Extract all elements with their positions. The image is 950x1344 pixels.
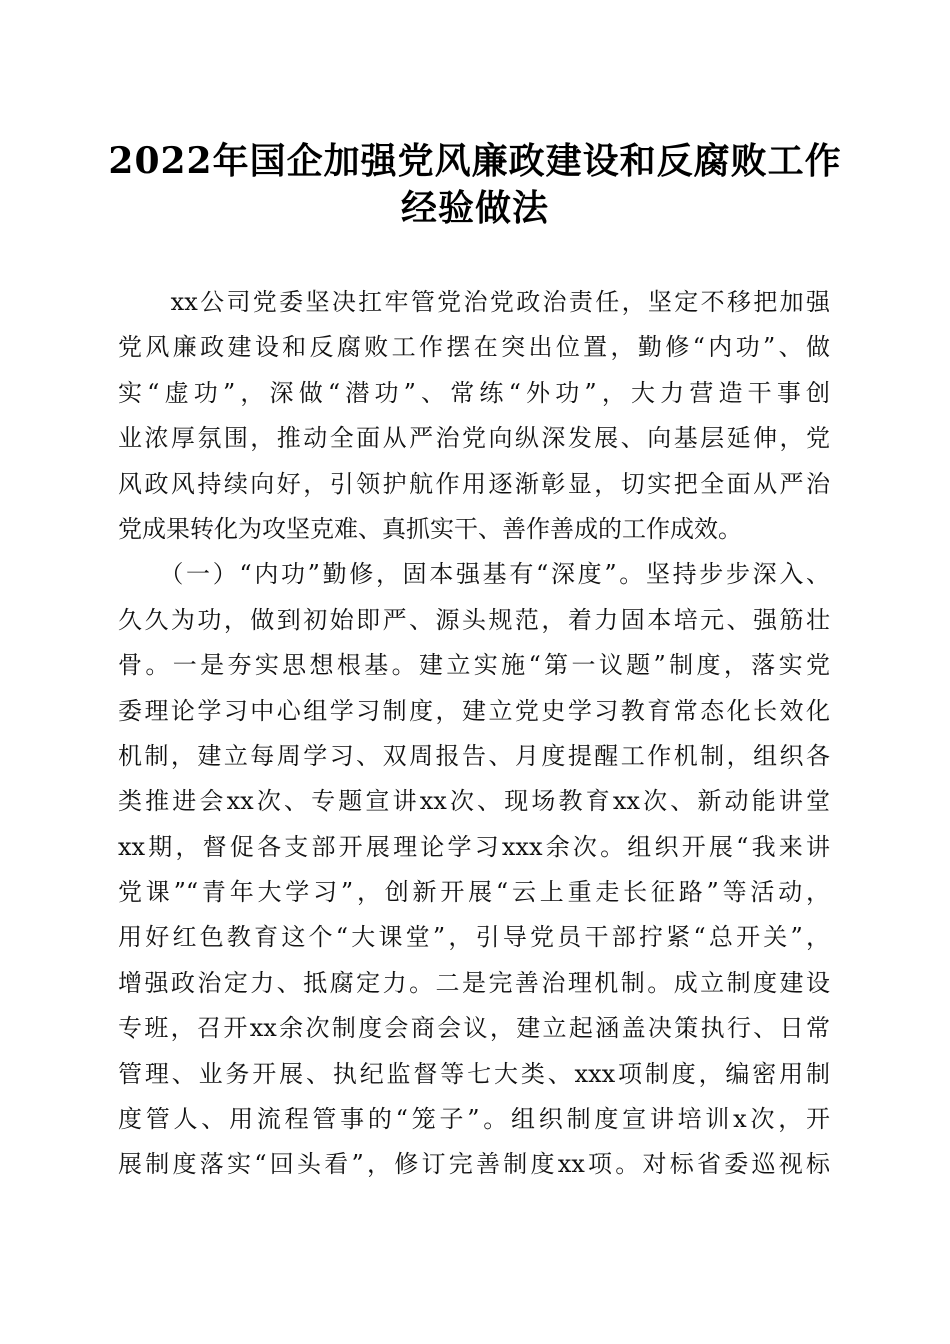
body-line: 机制，建立每周学习、双周报告、月度提醒工作机制，组织各 bbox=[118, 741, 830, 770]
body-line: 风政风持续向好，引领护航作用逐渐彰显，切实把全面从严治 bbox=[118, 469, 830, 498]
title-line-2: 经验做法 bbox=[400, 187, 549, 229]
body-line: （一）“内功”勤修，固本强基有“深度”。坚持步步深入、 bbox=[118, 560, 830, 589]
body-line: 业浓厚氛围，推动全面从严治党向纵深发展、向基层延伸，党 bbox=[118, 424, 830, 453]
body-line: xx公司党委坚决扛牢管党治党政治责任，坚定不移把加强 bbox=[118, 288, 830, 316]
body-line: 实“虚功”，深做“潜功”、常练“外功”，大力营造干事创 bbox=[118, 378, 830, 407]
body-line: 党课”“青年大学习”，创新开展“云上重走长征路”等活动， bbox=[118, 878, 830, 907]
body-line: 用好红色教育这个“大课堂”，引导党员干部拧紧“总开关”， bbox=[118, 923, 830, 952]
title-line-1: 2022年国企加强党风廉政建设和反腐败工作 bbox=[108, 140, 842, 182]
body-line: 党成果转化为攻坚克难、真抓实干、善作善成的工作成效。 bbox=[118, 514, 742, 543]
document-title bbox=[90, 138, 860, 232]
body-line: 管理、业务开展、执纪监督等七大类、xxx项制度，编密用制 bbox=[118, 1059, 830, 1088]
body-line: 类推进会xx次、专题宣讲xx次、现场教育xx次、新动能讲堂 bbox=[118, 787, 830, 816]
body-line: 委理论学习中心组学习制度，建立党史学习教育常态化长效化 bbox=[118, 696, 830, 725]
body-line: 展制度落实“回头看”，修订完善制度xx项。对标省委巡视标 bbox=[118, 1150, 830, 1179]
body-line: 增强政治定力、抵腐定力。二是完善治理机制。成立制度建设 bbox=[118, 968, 830, 997]
body-line: 专班，召开xx余次制度会商会议，建立起涵盖决策执行、日常 bbox=[118, 1014, 830, 1043]
body-line: 骨。一是夯实思想根基。建立实施“第一议题”制度，落实党 bbox=[118, 651, 830, 680]
document-body bbox=[118, 280, 830, 1188]
body-line: 党风廉政建设和反腐败工作摆在突出位置，勤修“内功”、做 bbox=[118, 333, 830, 362]
body-line: 久久为功，做到初始即严、源头规范，着力固本培元、强筋壮 bbox=[118, 605, 830, 634]
body-line: xx期，督促各支部开展理论学习xxx余次。组织开展“我来讲 bbox=[118, 832, 830, 861]
body-line: 度管人、用流程管事的“笼子”。组织制度宣讲培训x次，开 bbox=[118, 1105, 830, 1134]
